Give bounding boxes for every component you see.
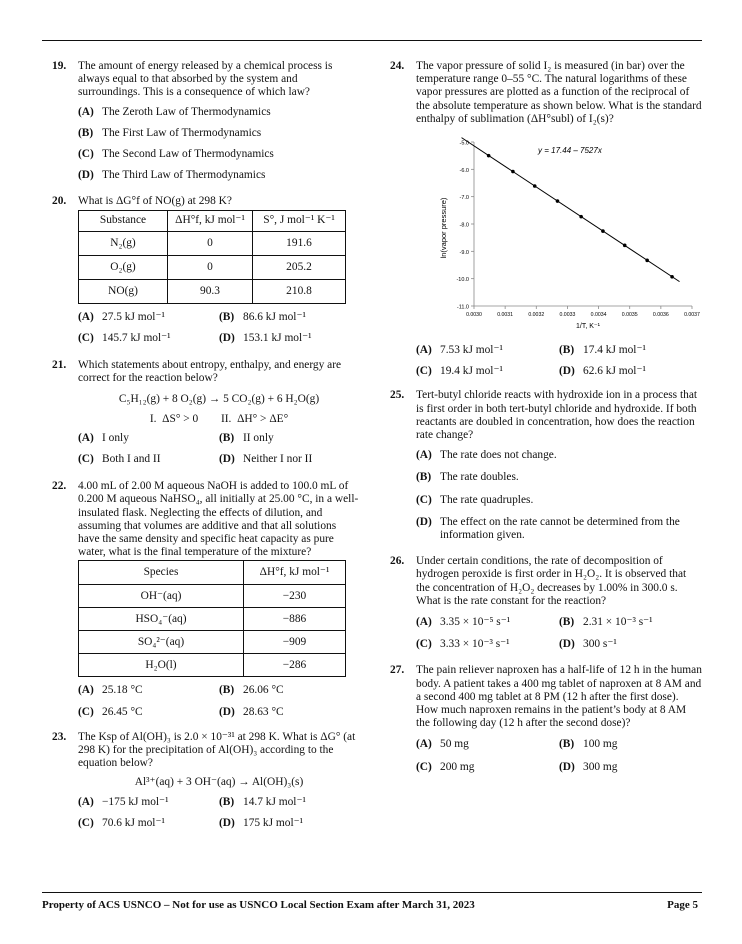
question-21: [42, 359, 360, 466]
table-row: N₂(g) 0 191.6: [79, 231, 346, 255]
choice-b[interactable]: (B) 86.6 kJ mol⁻¹: [219, 310, 306, 323]
question-number: 26.: [390, 555, 405, 568]
question-stem: The amount of energy released by a chemical process is always equal to that absorbed by the system and surroundings. This is a consequence of which law?: [78, 60, 333, 99]
choice-d[interactable]: (D) The effect on the rate cannot be determined from the information given.: [416, 515, 680, 542]
choice-a[interactable]: (A) 25.18 °C: [78, 684, 143, 697]
x-tick-label: 0.0036: [652, 312, 669, 319]
data-point: [533, 184, 537, 188]
choice-c[interactable]: (C) The Second Law of Thermodynamics: [78, 148, 274, 161]
question-number: 23.: [52, 730, 67, 743]
data-point: [645, 259, 649, 263]
choice-d[interactable]: (D) Neither I nor II: [219, 453, 313, 466]
y-tick-label: -7.0: [459, 195, 469, 202]
choice-c[interactable]: (C) 3.33 × 10⁻³ s⁻¹: [416, 638, 510, 651]
choice-b[interactable]: (B) 17.4 kJ mol⁻¹: [559, 344, 646, 357]
choice-d[interactable]: (D) The Third Law of Thermodynamics: [78, 169, 266, 182]
question-stem: The pain reliever naproxen has a half-life of 12 h in the human body. A patient takes a 400 mg tablet of naproxen at 8 AM and a second 400 mg tablet at 8 PM (12 h after the first dose). How much naproxen remains in the patient’s body at 8 AM the following day (12 h after the second dose)?: [416, 664, 702, 730]
page-number: Page 5: [667, 899, 698, 911]
data-point: [623, 244, 627, 248]
footer: [42, 899, 702, 912]
question-stem: The vapor pressure of solid I₂ is measured (in bar) over the temperature range 0–55 °C. The natural logarithms of these vapor pressures are plotted as a function of the reciprocal of the absolute temperature as shown below. What is the standard enthalpy of sublimation (ΔH°subl) of I₂(s)?: [416, 60, 702, 125]
y-tick-label: -9.0: [459, 249, 469, 256]
data-point: [601, 229, 605, 233]
y-axis-label: ln(vapor pressure): [439, 197, 448, 259]
question-number: 21.: [52, 359, 67, 372]
choice-c[interactable]: (C) 200 mg: [416, 760, 475, 773]
x-tick-label: 0.0034: [590, 312, 607, 319]
table-row: OH⁻(aq) −230: [79, 585, 346, 608]
data-point: [579, 215, 583, 219]
y-tick-label: -11.0: [456, 304, 469, 311]
thermo-data-table: [78, 210, 346, 304]
question-24: [380, 60, 702, 378]
table-header: ΔH°f, kJ mol⁻¹: [244, 561, 346, 585]
question-20: [42, 195, 360, 345]
table-header: S°, J mol⁻¹ K⁻¹: [253, 210, 346, 231]
question-stem: What is ΔG°f of NO(g) at 298 K?: [78, 195, 232, 208]
choice-c[interactable]: (C) Both I and II: [78, 453, 161, 466]
y-tick-label: -8.0: [459, 222, 469, 229]
choice-b[interactable]: (B) 2.31 × 10⁻³ s⁻¹: [559, 616, 653, 629]
x-axis-label: 1/T, K⁻¹: [576, 323, 600, 331]
table-row: O₂(g) 0 205.2: [79, 255, 346, 279]
y-tick-label: -10.0: [456, 277, 469, 284]
choice-b[interactable]: (B) The First Law of Thermodynamics: [78, 126, 262, 139]
data-point: [556, 199, 560, 203]
choice-a[interactable]: (A) 27.5 kJ mol⁻¹: [78, 310, 165, 323]
x-tick-label: 0.0032: [528, 312, 545, 319]
question-number: 20.: [52, 195, 67, 208]
table-row: NO(g) 90.3 210.8: [79, 279, 346, 303]
choice-b[interactable]: (B) 14.7 kJ mol⁻¹: [219, 795, 306, 808]
x-tick-label: 0.0033: [559, 312, 576, 319]
question-number: 25.: [390, 389, 405, 402]
enthalpy-table: [78, 560, 346, 677]
question-26: [380, 555, 702, 651]
table-row: H₂O(l) −286: [79, 654, 346, 677]
table-header: Substance: [79, 210, 168, 231]
data-point: [487, 154, 491, 158]
choice-a[interactable]: (A) The rate does not change.: [416, 449, 557, 462]
vapor-pressure-chart: [406, 128, 702, 338]
choice-a[interactable]: (A) 50 mg: [416, 738, 469, 751]
choice-d[interactable]: (D) 62.6 kJ mol⁻¹: [559, 365, 646, 378]
right-column: [380, 60, 702, 774]
question-stem: The Ksp of Al(OH)₃ is 2.0 × 10⁻³¹ at 298 K. What is ΔG° (at 298 K) for the precipitation of Al(OH)₃ according to the equation below?: [78, 730, 356, 770]
choice-c[interactable]: (C) The rate quadruples.: [416, 493, 534, 506]
choice-a[interactable]: (A) 7.53 kJ mol⁻¹: [416, 344, 503, 357]
question-25: [380, 389, 702, 542]
question-stem: Under certain conditions, the rate of decomposition of hydrogen peroxide is first order in H₂O₂. It is observed that the concentration of H₂O₂ decreases by 1.00% in 300.0 s. What is the rate constant for the reaction?: [416, 555, 687, 607]
fit-equation: y = 17.44 – 7527x: [538, 146, 602, 156]
choice-a[interactable]: (A) The Zeroth Law of Thermodynamics: [78, 105, 271, 118]
y-tick-label: -5.0: [459, 140, 469, 147]
x-tick-label: 0.0030: [466, 312, 482, 319]
question-stem: Tert-butyl chloride reacts with hydroxide ion in a process that is first order in both tert-butyl chloride and hydroxide. If both reactants are doubled in concentration, how does the reaction rate change?: [416, 389, 698, 442]
choice-d[interactable]: (D) 300 s⁻¹: [559, 638, 617, 651]
choice-b[interactable]: (B) 100 mg: [559, 738, 618, 751]
question-number: 22.: [52, 480, 67, 493]
question-22: [42, 480, 360, 719]
x-tick-label: 0.0035: [621, 312, 638, 319]
data-point: [511, 170, 515, 174]
x-tick-label: 0.0031: [497, 312, 514, 319]
choice-a[interactable]: (A) −175 kJ mol⁻¹: [78, 795, 169, 808]
table-header: Species: [79, 561, 244, 585]
question-number: 24.: [390, 60, 405, 72]
question-27: [380, 664, 702, 773]
choice-b[interactable]: (B) II only: [219, 431, 274, 444]
question-19: [42, 60, 360, 182]
question-number: 27.: [390, 664, 405, 677]
reaction-equation: C₅H₁₂(g) + 8 O₂(g) → 5 CO₂(g) + 6 H₂O(g): [118, 393, 320, 406]
choice-c[interactable]: (C) 70.6 kJ mol⁻¹: [78, 816, 165, 829]
choice-b[interactable]: (B) The rate doubles.: [416, 471, 519, 484]
question-stem: 4.00 mL of 2.00 M aqueous NaOH is added to 100.0 mL of 0.200 M aqueous NaHSO₄, all initially at 25.00 °C, in a well-insulated flask. Neglecting the effects of dilution, and assuming that volumes are additive and that all solutions have the same density and specific heat capacity as pure water, what is the final temperature of the mixture?: [78, 480, 359, 559]
choice-b[interactable]: (B) 26.06 °C: [219, 684, 284, 697]
data-point: [670, 275, 674, 279]
footer-rule: [42, 892, 702, 893]
left-column: [42, 60, 360, 830]
question-number: 19.: [52, 60, 67, 72]
footer-notice: Property of ACS USNCO – Not for use as USNCO Local Section Exam after March 31, 2023: [42, 899, 475, 911]
choice-c[interactable]: (C) 145.7 kJ mol⁻¹: [78, 331, 171, 344]
choice-d[interactable]: (D) 175 kJ mol⁻¹: [219, 816, 304, 829]
choice-c[interactable]: (C) 26.45 °C: [78, 705, 143, 718]
table-row: SO₄²⁻(aq) −909: [79, 631, 346, 654]
question-23: [42, 731, 360, 830]
question-stem: Which statements about entropy, enthalpy, and energy are correct for the reaction below?: [78, 359, 342, 385]
choice-c[interactable]: (C) 19.4 kJ mol⁻¹: [416, 365, 503, 378]
choice-a[interactable]: (A) I only: [78, 431, 129, 444]
choice-a[interactable]: (A) 3.35 × 10⁻⁵ s⁻¹: [416, 616, 511, 629]
choice-d[interactable]: (D) 300 mg: [559, 760, 618, 773]
statements: I. ΔS° > 0 II. ΔH° > ΔE°: [149, 412, 289, 425]
y-tick-label: -6.0: [459, 167, 469, 174]
table-header: ΔH°f, kJ mol⁻¹: [168, 210, 253, 231]
choice-d[interactable]: (D) 153.1 kJ mol⁻¹: [219, 331, 312, 344]
reaction-equation: Al³⁺(aq) + 3 OH⁻(aq) → Al(OH)₃(s): [134, 776, 304, 789]
x-tick-label: 0.0037: [684, 312, 700, 319]
table-row: HSO₄⁻(aq) −886: [79, 608, 346, 631]
choice-d[interactable]: (D) 28.63 °C: [219, 705, 284, 718]
top-rule: [42, 40, 702, 41]
